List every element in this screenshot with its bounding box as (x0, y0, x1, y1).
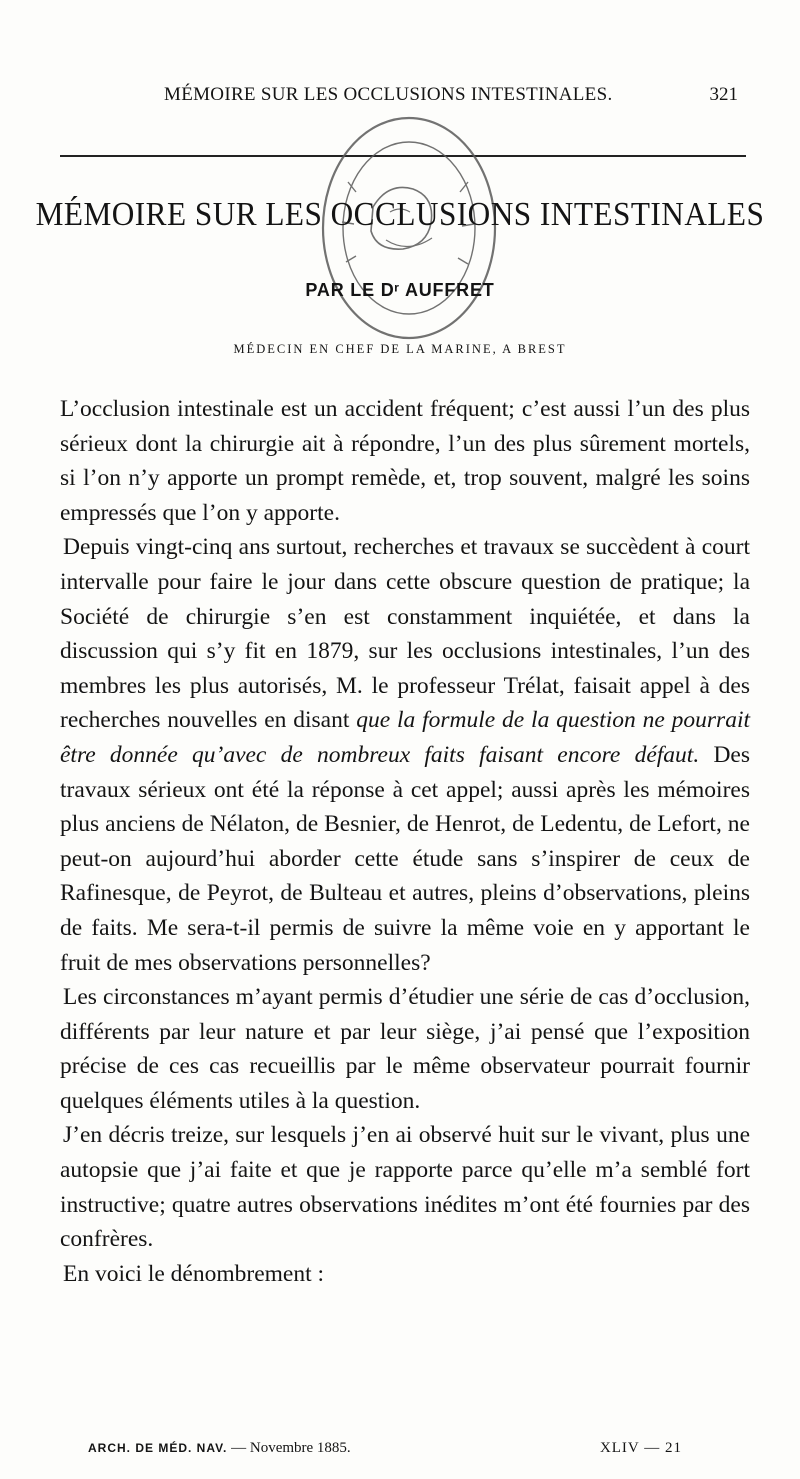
author-affiliation: MÉDECIN EN CHEF DE LA MARINE, A BREST (233, 342, 567, 356)
footer-journal: ARCH. DE MÉD. NAV. (88, 1441, 228, 1455)
running-title: MÉMOIRE SUR LES OCCLUSIONS INTESTINALES. (164, 84, 613, 105)
paragraph-2-quote: que la formule de la question ne pourrait être donnée qu’avec de nombreux faits faisant encore défaut. (60, 707, 751, 768)
paragraph-2-start: Depuis vingt-cinq ans surtout, recherches et travaux se succèdent à court intervalle pour faire le jour dans cette obscure question de pratique; la Société de chirurgie s’en est constamment inquiétée, et dans la discussion qui s’y fit en 1879, sur les occlusions intestinales, l’un des membres les plus autorisés, M. le professeur Trélat, faisait appel à des recherches nouvelles en disant (60, 534, 750, 734)
paragraph-3: Les circonstances m’ayant permis d’étudier une série de cas d’occlusion, différents par leur nature et par leur siège, j’ai pensé que l’exposition précise de ces cas recueillis par le même observateur pourrait fournir quelques éléments utiles à la question. (60, 984, 750, 1114)
footer-date: Novembre 1885. (249, 1440, 351, 1456)
paragraph-2-end: Des travaux sérieux ont été la réponse à cet appel; aussi après les mémoires plus anciens de Nélaton, de Besnier, de Henrot, de Ledentu, de Lefort, ne peut-on aujourd’hui aborder cette étude sans s’inspirer de ceux de Rafinesque, de Peyrot, de Bulteau et autres, pleins d’observations, pleins de faits. Me sera-t-il permis de suivre la même voie en y apportant le fruit de mes observations personnelles? (60, 741, 751, 976)
footer-citation (88, 1440, 351, 1457)
paragraph-5: En voici le dénombrement : (63, 1260, 325, 1287)
footer-dash: — (231, 1440, 247, 1456)
article-body (60, 392, 750, 1291)
author-byline: PAR LE Dʳ AUFFRET (305, 280, 495, 300)
footer-volume: XLIV — 21 (599, 1440, 682, 1456)
article-title: MÉMOIRE SUR LES OCCLUSIONS INTESTINALES (35, 196, 765, 233)
page-footer (60, 1440, 750, 1466)
paragraph-1: L’occlusion intestinale est un accident fréquent; c’est aussi l’un des plus sérieux dont la chirurgie ait à répondre, l’un des plus sûrement mortels, si l’on n’y apporte un prompt remède, et, trop souvent, malgré les soins empressés que l’on y apporte. (60, 396, 750, 526)
running-head (60, 84, 740, 114)
page-number: 321 (709, 84, 738, 105)
paragraph-4: J’en décris treize, sur lesquels j’en ai observé huit sur le vivant, plus une autopsie que j’ai faite et que je rapporte parce qu’elle m’a semblé fort instructive; quatre autres observations inédites m’ont été fournies par des confrères. (60, 1122, 750, 1253)
paragraph-2 (60, 530, 750, 980)
